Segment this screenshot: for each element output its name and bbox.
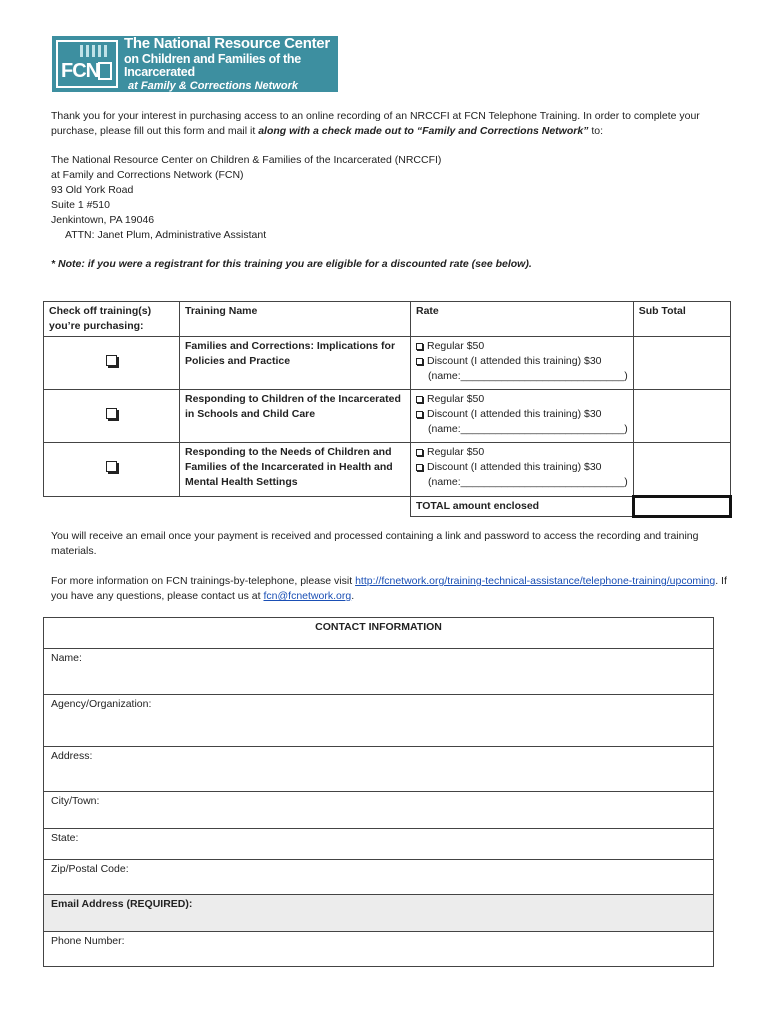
training-2-regular-label: Regular $50 [427,393,485,405]
training-link[interactable]: http://fcnetwork.org/training-technical-assistance/telephone-training/upcoming [355,575,716,587]
training-2-regular-checkbox[interactable] [416,396,423,403]
training-1-subtotal[interactable] [633,337,730,390]
total-label: TOTAL amount enclosed [411,497,634,517]
city-label: City/Town: [51,795,100,807]
email-field[interactable] [44,895,714,932]
name-label: Name: [51,652,82,664]
header-check: Check off training(s) you’re purchasing: [44,302,180,337]
order-table [43,301,732,518]
zip-field[interactable] [44,860,714,895]
address-line-1: The National Resource Center on Children & Families of the Incarcerated (NRCCFI) [51,154,442,166]
training-1-discount-label: Discount (I attended this training) $30 [427,355,602,367]
mailing-address [51,153,441,243]
fcn-logo [52,36,338,92]
phone-field[interactable] [44,932,714,967]
address-label: Address: [51,750,93,762]
agency-label: Agency/Organization: [51,698,152,710]
training-1-discount-checkbox[interactable] [416,358,423,365]
training-3-name: Responding to the Needs of Children and Families of the Incarcerated in Health and Mental Health Settings [180,443,411,497]
state-field[interactable] [44,829,714,860]
intro-suffix: to: [588,125,604,137]
rate-cell [411,337,634,390]
contact-title: CONTACT INFORMATION [44,618,714,649]
training-2-name: Responding to Children of the Incarcerated in Schools and Child Care [180,390,411,443]
logo-line-2: on Children and Families of the Incarcerated [124,52,301,79]
training-3-checkbox[interactable] [106,461,117,472]
table-row [44,390,731,443]
zip-label: Zip/Postal Code: [51,863,129,875]
rate-cell [411,390,634,443]
address-line-2: at Family and Corrections Network (FCN) [51,169,244,181]
fcn-logo-mark [56,40,118,88]
total-row [44,497,731,517]
intro-emphasis: along with a check made out to “Family and Corrections Network” [258,125,589,137]
training-3-subtotal[interactable] [633,443,730,497]
address-field[interactable] [44,747,714,792]
check-cell [44,390,180,443]
phone-label: Phone Number: [51,935,125,947]
total-amount-field[interactable] [633,497,730,517]
training-3-discount-checkbox[interactable] [416,464,423,471]
more-info-mid: . If you have any questions, please contact us at [51,575,727,602]
training-1-checkbox[interactable] [106,355,117,366]
more-info-paragraph [51,574,731,604]
contact-email-link[interactable]: fcn@fcnetwork.org [263,590,352,602]
training-2-checkbox[interactable] [106,408,117,419]
intro-paragraph [51,109,711,139]
training-3-name-field[interactable]: (name:____________________________) [428,476,628,488]
training-3-regular-checkbox[interactable] [416,449,423,456]
training-1-regular-label: Regular $50 [427,340,485,352]
training-1-name: Families and Corrections: Implications for Policies and Practice [180,337,411,390]
table-row [44,337,731,390]
more-info-end: . [351,590,355,602]
logo-line-1: The National Resource Center [124,35,330,52]
training-2-subtotal[interactable] [633,390,730,443]
training-1-name-field[interactable]: (name:____________________________) [428,370,628,382]
name-field[interactable] [44,649,714,695]
training-1-regular-checkbox[interactable] [416,343,423,350]
more-info-prefix: For more information on FCN trainings-by-telephone, please visit [51,575,356,587]
discount-note: * Note: if you were a registrant for this training you are eligible for a discounted rate (see below). [51,258,532,270]
order-table-header [44,302,731,337]
check-cell [44,337,180,390]
training-3-discount-label: Discount (I attended this training) $30 [427,461,602,473]
logo-text [124,36,338,92]
logo-line-3: at Family & Corrections Network [128,80,298,92]
header-training-name: Training Name [180,302,411,337]
city-field[interactable] [44,792,714,829]
header-subtotal: Sub Total [633,302,730,337]
address-line-3: 93 Old York Road [51,184,134,196]
training-2-name-field[interactable]: (name:____________________________) [428,423,628,435]
header-rate: Rate [411,302,634,337]
state-label: State: [51,832,79,844]
address-attn: ATTN: Janet Plum, Administrative Assistant [65,229,267,241]
email-notice: You will receive an email once your payment is received and processed containing a link and password to access the recording and training materials. [51,530,699,557]
training-3-regular-label: Regular $50 [427,446,485,458]
address-line-5: Jenkintown, PA 19046 [51,214,155,226]
table-row [44,443,731,497]
email-label: Email Address (REQUIRED): [51,898,193,910]
logo-mark-text: FCN [61,60,100,82]
training-2-discount-checkbox[interactable] [416,411,423,418]
rate-cell [411,443,634,497]
training-2-discount-label: Discount (I attended this training) $30 [427,408,602,420]
check-cell [44,443,180,497]
intro-text: Thank you for your interest in purchasing access to an online recording of an NRCCFI at FCN Telephone Training. In order to complete your purchase, please fill out this form and mail it [51,110,700,137]
agency-field[interactable] [44,695,714,747]
address-line-4: Suite 1 #510 [51,199,110,211]
contact-information-table [43,617,714,967]
